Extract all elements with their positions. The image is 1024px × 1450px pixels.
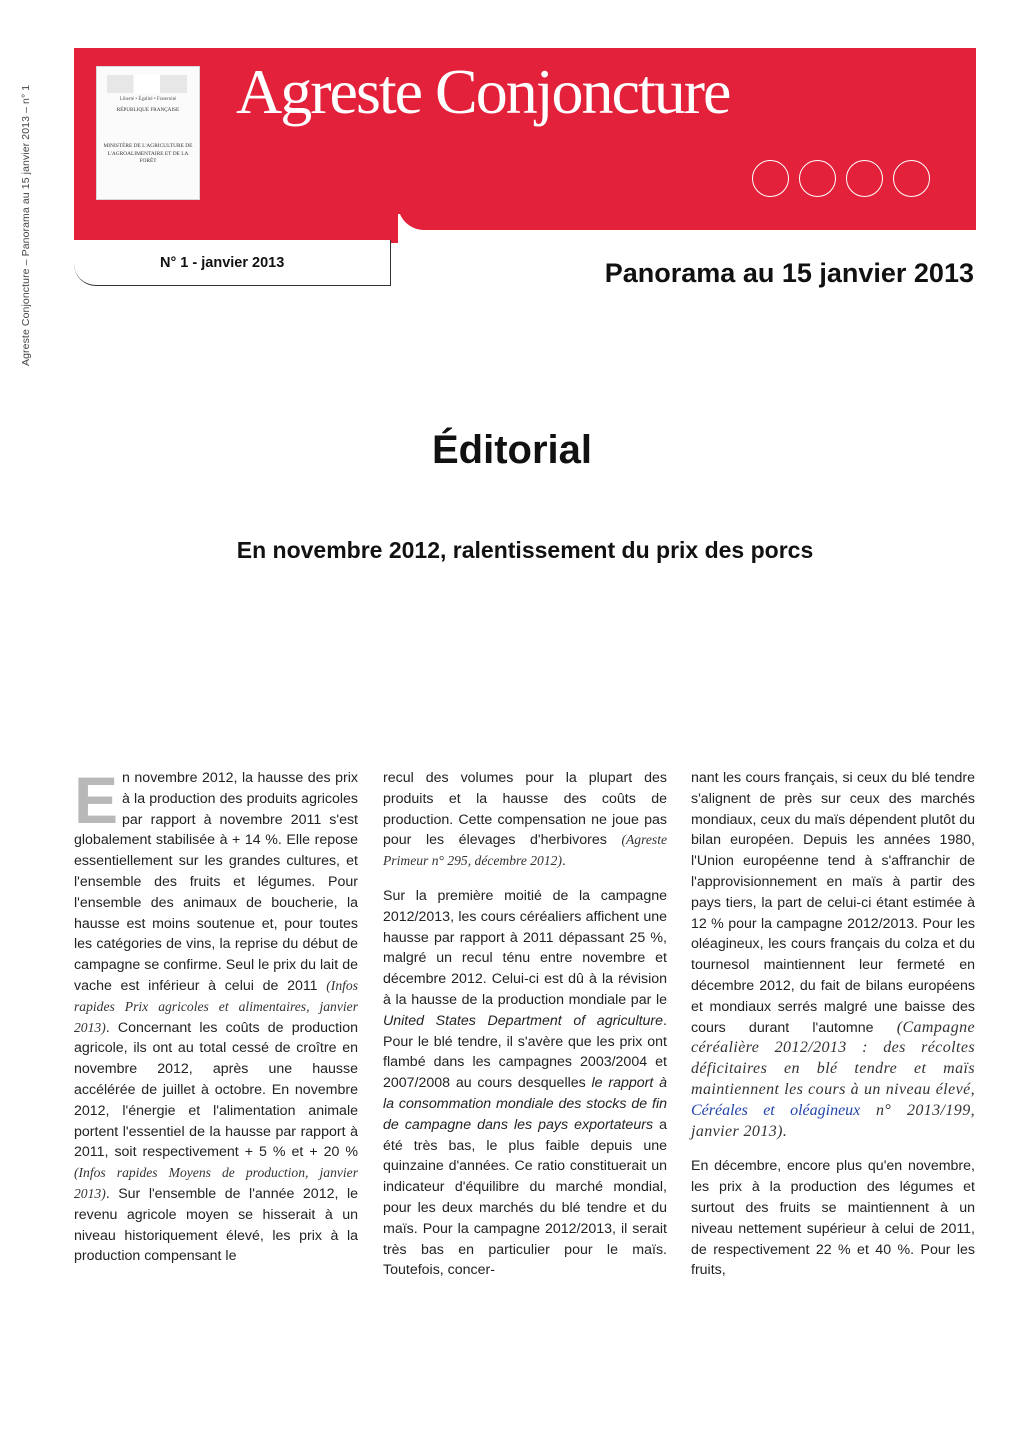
text: Sur la première moitié de la campagne 2012/2013, les cours céréaliers affichent une hausse par rapport à 2011 dépassant 25 %, malgré un recul ténu entre novembre et décembre 2012. Celui-ci est dû à la révision à la hausse de la production mondiale par le xyxy=(383,887,667,1008)
issue-number: N° 1 - janvier 2013 xyxy=(160,255,285,271)
text: . Pour le blé tendre, il s'avère que les prix ont flambé dans les campagnes 2003/2004 et 2007/2008 au cours desquelles xyxy=(383,1012,667,1092)
logo-republique: RÉPUBLIQUE FRANÇAISE xyxy=(116,107,180,113)
circle-icon xyxy=(752,160,789,197)
usda-name: United States Department of agriculture xyxy=(383,1012,664,1029)
brand-title: Agreste Conjoncture xyxy=(236,56,730,127)
panorama-date: Panorama au 15 janvier 2013 xyxy=(604,258,974,288)
text: a été très bas, le plus faible depuis une quinzaine d'années. Ce ratio constituerait un indicateur d'équilibre du marché mondial, pour les deux marchés du blé tendre et du maïs. Pour la campagne 2012/2013, il serait très bas en particulier pour le maïs. Toutefois, concer- xyxy=(383,1116,667,1279)
text: . Sur l'ensemble de l'année 2012, le revenu agricole moyen se hisserait à un niveau historiquement élevé, les prix à la production compensant le xyxy=(74,1185,358,1265)
circle-icon xyxy=(799,160,836,197)
column-2 xyxy=(383,768,667,1295)
article-subtitle: En novembre 2012, ralentissement du prix des porcs xyxy=(236,537,814,563)
circles-decoration xyxy=(752,160,942,198)
circle-icon xyxy=(846,160,883,197)
paragraph xyxy=(383,886,667,1281)
column-3 xyxy=(691,768,975,1295)
column-1 xyxy=(74,763,358,1281)
paragraph xyxy=(691,768,975,1142)
text: nant les cours français, si ceux du blé tendre s'alignent de près sur ceux des marchés mondiaux, ceux du maïs dépendent plutôt du bilan européen. Depuis les années 1980, l'Union européenne tend à s'affranchir de l'approvisionnement en maïs à partir des pays tiers, la part de celui-ci étant estimée à 12 % pour la campagne 2012/2013. Pour les oléagineux, les cours français du colza et du tournesol maintiennent leur fermeté en décembre 2012, du fait de bilans européens et mondiaux serrés malgré une baisse des cours durant l'automne xyxy=(691,770,975,1036)
logo-ministere: MINISTÈRE DE L'AGRICULTURE DE L'AGROALIMENTAIRE ET DE LA FORÊT xyxy=(103,143,193,164)
ratio-term: le rapport à la consommation mondiale des stocks de fin de campagne dans les pays exportateurs xyxy=(383,1075,667,1133)
text: En décembre, encore plus qu'en novembre, les prix à la production des légumes et surtout des fruits se maintiennent à un niveau nettement supérieur à celui de 2011, de respectivement 22 % et 40 %. Pour les fruits, xyxy=(691,1158,975,1279)
page-title: Éditorial xyxy=(431,428,593,472)
reference-link[interactable]: Céréales et oléagineux xyxy=(691,1101,861,1119)
logo-motto: Liberté • Égalité • Fraternité xyxy=(119,97,177,102)
reference: (Infos rapides Moyens de production, janvier 2013) xyxy=(74,1165,358,1201)
reference: (Campagne céréalière 2012/2013 : des récoltes déficitaires en blé tendre et maïs maintiennent les cours à un niveau élevé, xyxy=(691,1018,975,1098)
reference: n° 2013/199, janvier 2013). xyxy=(691,1101,975,1140)
paragraph xyxy=(74,763,358,1267)
text: n novembre 2012, la hausse des prix à la production des produits agricoles par rapport à novembre 2011 s'est globalement stabilisée à + 14 %. Elle repose essentiellement sur les grandes cultures, et l'ensemble des fruits et légumes. Pour l'ensemble des animaux de boucherie, la hausse est moins soutenue et, pour toutes les catégories de vins, la reprise du début de campagne se confirme. Seul le prix du lait de vache est inférieur à celui de 2011 xyxy=(74,770,358,994)
banner-notch xyxy=(74,213,398,243)
drop-cap: E xyxy=(74,763,119,837)
banner-lower xyxy=(398,200,976,230)
reference: (Infos rapides Prix agricoles et alimentaires, janvier 2013) xyxy=(74,977,358,1035)
reference: (Agreste Primeur n° 295, décembre 2012) xyxy=(383,832,667,869)
text: . xyxy=(561,853,566,870)
side-caption: Agreste Conjoncture – Panorama au 15 janvier 2013 – n° 1 xyxy=(20,84,32,366)
text: recul des volumes pour la plupart des produits et la hausse des coûts de production. Cette compensation ne joue pas pour les élevages d'herbivores xyxy=(383,770,667,849)
circle-icon xyxy=(893,160,930,197)
text: . Concernant les coûts de production agricole, ils ont au total cessé de croître en novembre 2012, après une hausse accélérée de juillet à octobre. En novembre 2012, l'énergie et l'alimentation animale portent l'essentiel de la hausse par rapport à 2011, soit respectivement + 5 % et + 20 % xyxy=(74,1019,358,1161)
marianne-icon xyxy=(107,75,187,93)
ministry-logo xyxy=(96,66,200,200)
paragraph xyxy=(691,1156,975,1281)
paragraph xyxy=(383,768,667,872)
